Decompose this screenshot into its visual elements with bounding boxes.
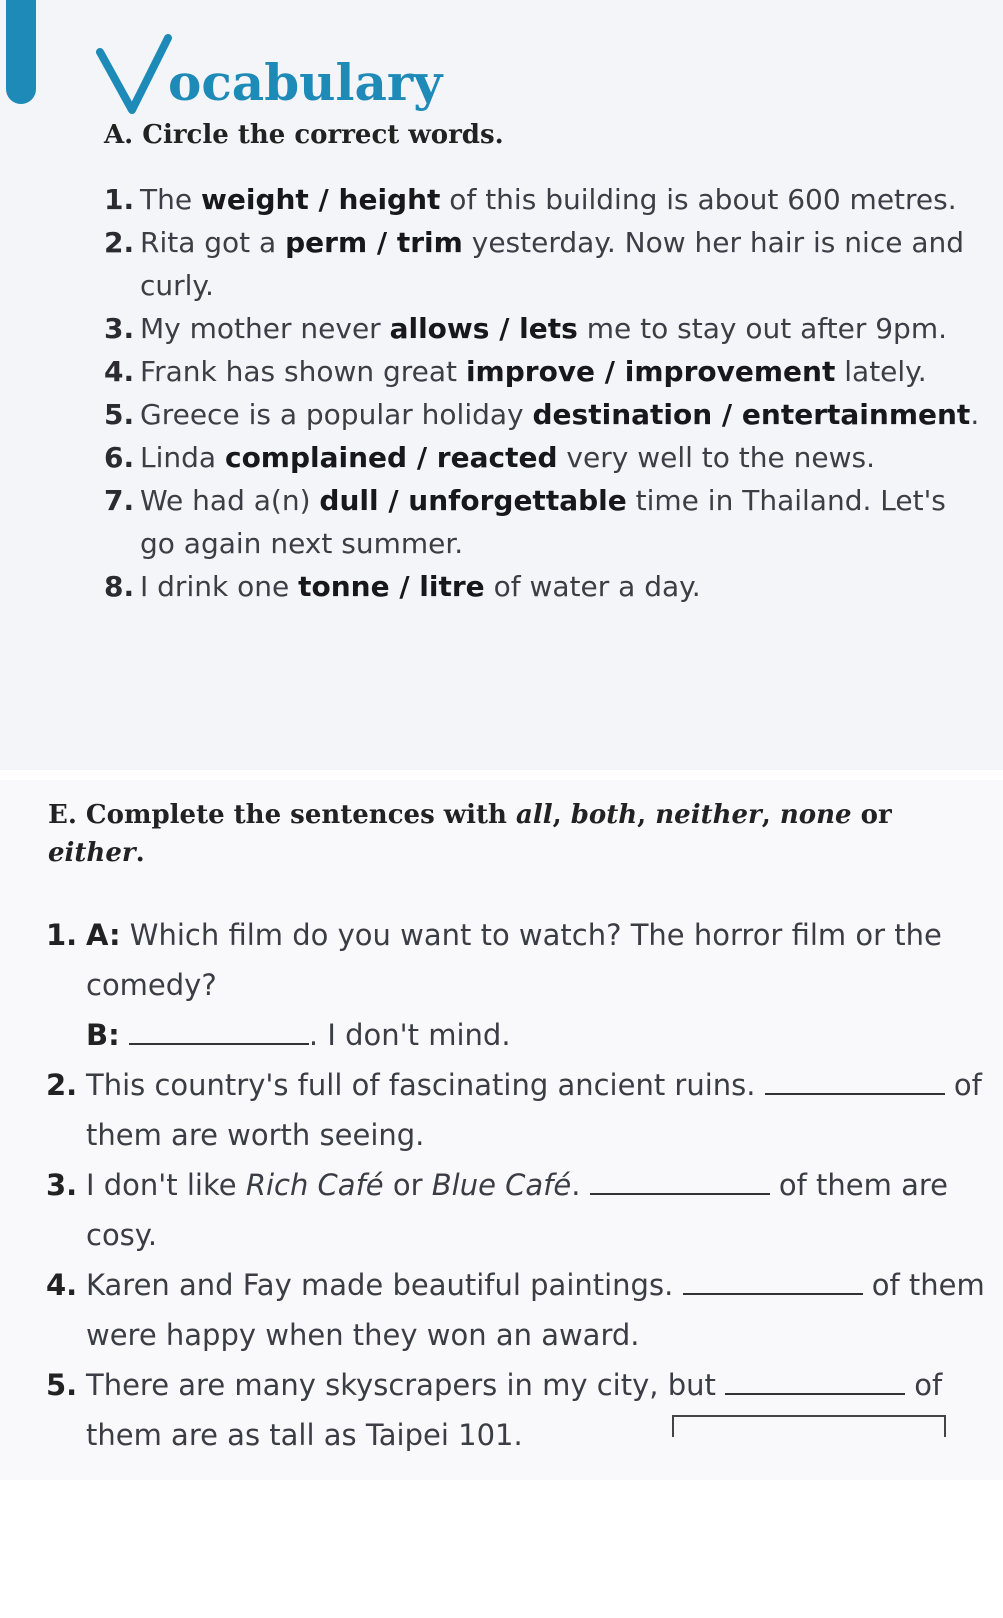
item-text: me to stay out after 9pm. [577, 312, 947, 345]
list-item [104, 479, 984, 565]
item-text: of this building is about 600 metres. [440, 183, 957, 216]
title-keyword: neither [655, 800, 762, 830]
speaker-label: A: [86, 918, 121, 952]
answer-blank[interactable] [683, 1271, 863, 1295]
list-item [46, 1010, 996, 1060]
item-text: of them are cosy. [86, 1168, 949, 1252]
cafe-name: Blue Café [431, 1168, 572, 1202]
list-item [104, 393, 984, 436]
heading-text: ocabulary [168, 53, 443, 112]
item-number: 2. [104, 226, 135, 259]
list-item [46, 1160, 996, 1260]
item-text: Frank has shown great [140, 355, 466, 388]
item-number: 3. [46, 1168, 78, 1202]
item-text: This country's full of fascinating ancient ruins. [86, 1068, 765, 1102]
title-keyword: either [48, 838, 136, 868]
item-number: 4. [104, 355, 135, 388]
list-item [104, 307, 984, 350]
word-options[interactable]: allows / lets [389, 312, 578, 345]
list-item [104, 178, 984, 221]
list-item [104, 350, 984, 393]
word-options[interactable]: complained / reacted [224, 441, 558, 474]
answer-blank[interactable] [590, 1171, 770, 1195]
item-text: . [571, 1168, 590, 1202]
list-item [46, 1360, 996, 1460]
cafe-name: Rich Café [245, 1168, 384, 1202]
word-options[interactable]: improve / improvement [465, 355, 836, 388]
item-number: 6. [104, 441, 135, 474]
item-text: Karen and Fay made beautiful paintings. [86, 1268, 683, 1302]
title-sep: , [552, 800, 571, 830]
title-keyword: none [779, 800, 852, 830]
item-text: . [970, 398, 980, 431]
word-options[interactable]: tonne / litre [298, 570, 485, 603]
item-text: There are many skyscrapers in my city, but [86, 1368, 726, 1402]
item-number: 1. [104, 183, 135, 216]
answer-blank[interactable] [765, 1071, 945, 1095]
word-options[interactable]: destination / entertainment [532, 398, 971, 431]
item-number: 5. [104, 398, 135, 431]
word-options[interactable]: perm / trim [285, 226, 463, 259]
item-number: 8. [104, 570, 135, 603]
item-text: of water a day. [484, 570, 701, 603]
item-text: or [383, 1168, 432, 1202]
item-number: 1. [46, 918, 78, 952]
title-text: . [135, 838, 145, 868]
section-e-list [46, 910, 996, 1460]
item-text: My mother never [140, 312, 390, 345]
item-text: time in Thailand. Let's go again next summer. [140, 484, 946, 560]
title-text: or [851, 800, 892, 830]
accent-tab [6, 0, 36, 104]
item-text: Which film do you want to watch? The horror film or the comedy? [86, 918, 942, 1002]
list-item [104, 436, 984, 479]
item-text: We had a(n) [140, 484, 320, 517]
item-number: 2. [46, 1068, 78, 1102]
title-text: E. Complete the sentences with [48, 800, 516, 830]
answer-box-edge [672, 1415, 946, 1437]
section-a-title: A. Circle the correct words. [104, 120, 504, 150]
item-text: very well to the news. [557, 441, 876, 474]
item-text: . I don't mind. [308, 1018, 511, 1052]
title-sep: , [761, 800, 780, 830]
item-text: lately. [835, 355, 927, 388]
item-number: 3. [104, 312, 135, 345]
list-item [104, 221, 984, 307]
title-keyword: both [570, 800, 638, 830]
title-sep: , [637, 800, 656, 830]
word-options[interactable]: weight / height [200, 183, 441, 216]
item-text: I drink one [140, 570, 299, 603]
check-v-icon [96, 34, 174, 114]
speaker-label: B: [86, 1018, 120, 1052]
item-number: 7. [104, 484, 135, 517]
item-text: The [140, 183, 201, 216]
list-item [46, 1060, 996, 1160]
item-text: I don't like [86, 1168, 246, 1202]
item-number: 4. [46, 1268, 78, 1302]
title-keyword: all [516, 800, 553, 830]
item-number: 5. [46, 1368, 78, 1402]
section-a-list [104, 178, 984, 608]
answer-blank[interactable] [725, 1371, 905, 1395]
word-options[interactable]: dull / unforgettable [319, 484, 627, 517]
item-text: yesterday. Now her hair is nice and curly. [140, 226, 965, 302]
item-text: Rita got a [140, 226, 286, 259]
answer-blank[interactable] [129, 1021, 309, 1045]
item-text: Linda [140, 441, 225, 474]
item-text: of them were happy when they won an award. [86, 1268, 985, 1352]
item-text: Greece is a popular holiday [140, 398, 533, 431]
list-item [46, 910, 996, 1010]
list-item [104, 565, 984, 608]
list-item [46, 1260, 996, 1360]
item-text: of them are worth seeing. [86, 1068, 982, 1152]
vocabulary-heading [96, 24, 442, 114]
item-text: of them are as tall as Taipei 101. [86, 1368, 943, 1452]
section-e-title [48, 796, 948, 872]
